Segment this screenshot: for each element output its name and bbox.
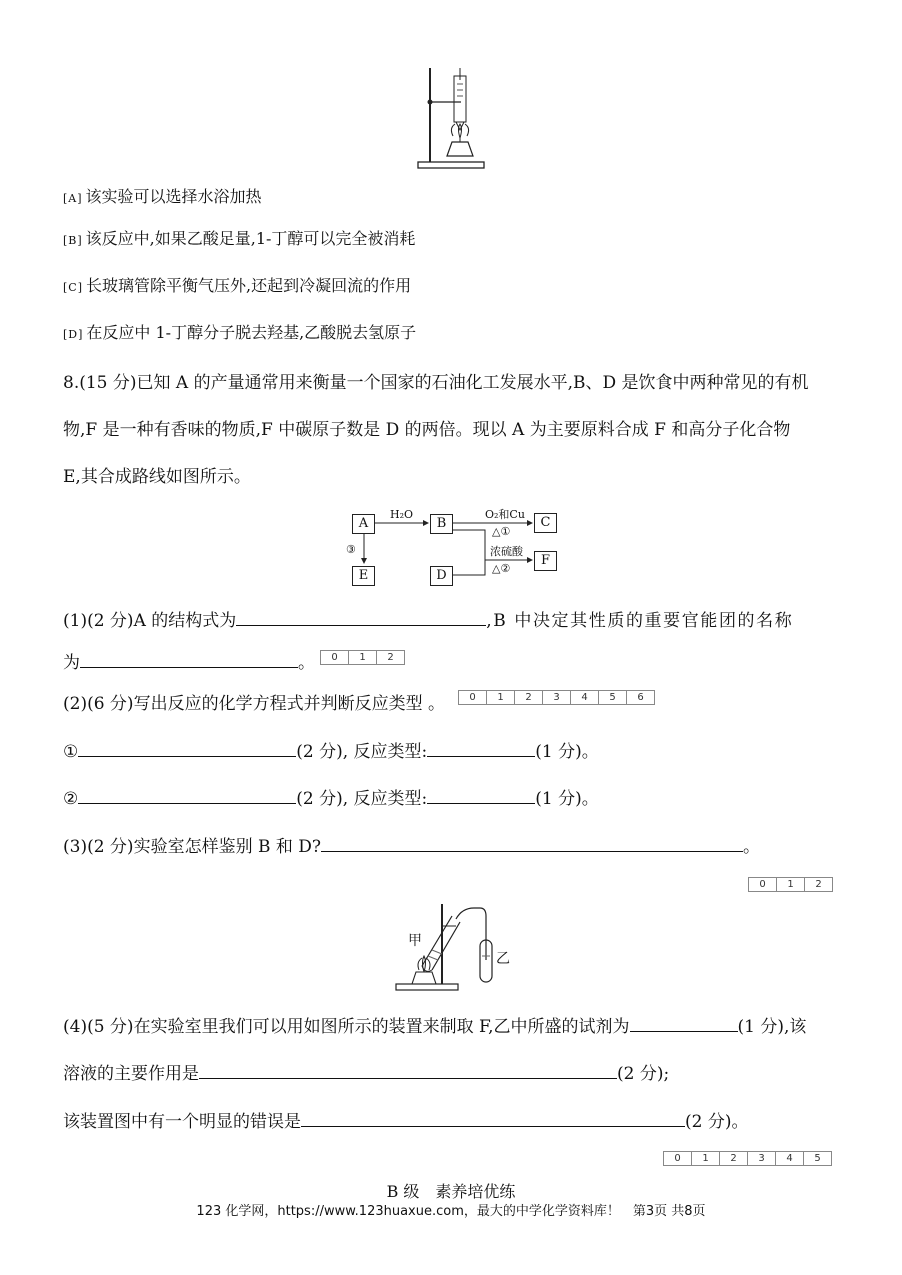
label-cond-2: △② — [492, 562, 511, 575]
score-cell[interactable]: 6 — [627, 691, 655, 704]
label-acid: 浓硫酸 — [490, 545, 523, 558]
q8-line-2: 物,F 是一种有香味的物质,F 中碳原子数是 D 的两倍。现以 A 为主要原料合成 F 和高分子化合物 — [63, 420, 791, 440]
option-d: [D] 在反应中 1-丁醇分子脱去羟基,乙酸脱去氢原子 — [63, 323, 417, 342]
synthesis-route-diagram — [340, 505, 570, 590]
score-cell[interactable]: 0 — [664, 1152, 692, 1165]
q8-line-3: E,其合成路线如图所示。 — [63, 467, 251, 487]
reaction-2-line: ② (2 分), 反应类型: (1 分)。 — [63, 789, 599, 809]
score-cell[interactable]: 0 — [321, 651, 349, 664]
node-c: C — [534, 513, 557, 533]
label-o2-cu: O₂和Cu — [485, 508, 525, 521]
answer-blank-a-structure[interactable] — [236, 611, 486, 626]
score-cell[interactable]: 4 — [776, 1152, 804, 1165]
answer-blank-b-group[interactable] — [80, 653, 298, 668]
node-d: D — [430, 566, 453, 586]
score-cell[interactable]: 3 — [748, 1152, 776, 1165]
score-cell[interactable]: 5 — [599, 691, 627, 704]
score-box-part-1[interactable] — [320, 650, 405, 665]
score-cell[interactable]: 0 — [749, 878, 777, 891]
part-1-line-2: 为 。 — [63, 653, 315, 673]
score-box-part-4[interactable] — [663, 1151, 832, 1166]
label-yi: 乙 — [496, 951, 510, 967]
score-cell[interactable]: 4 — [571, 691, 599, 704]
answer-blank-identify[interactable] — [321, 837, 743, 852]
score-cell[interactable]: 1 — [349, 651, 377, 664]
label-h2o: H₂O — [390, 508, 414, 521]
answer-blank-type-1[interactable] — [427, 742, 535, 757]
part-4-line-2: 溶液的主要作用是 (2 分); — [63, 1064, 670, 1084]
score-cell[interactable]: 1 — [777, 878, 805, 891]
score-cell[interactable]: 2 — [720, 1152, 748, 1165]
score-cell[interactable]: 2 — [805, 878, 833, 891]
answer-blank-equation-2[interactable] — [78, 789, 296, 804]
label-step-3: ③ — [346, 543, 356, 556]
q8-line-1: 8.(15 分)已知 A 的产量通常用来衡量一个国家的石油化工发展水平,B、D 是饮食中两种常见的有机 — [63, 373, 809, 393]
page-footer: 123 化学网，https://www.123huaxue.com，最大的中学化学资料库！ 第3页 共8页 — [196, 1204, 706, 1219]
ester-apparatus-figure — [392, 900, 516, 994]
part-4-line-3: 该装置图中有一个明显的错误是 (2 分)。 — [63, 1112, 749, 1132]
score-cell[interactable]: 3 — [543, 691, 571, 704]
answer-blank-error[interactable] — [301, 1112, 685, 1127]
part-3-line: (3)(2 分)实验室怎样鉴别 B 和 D? 。 — [63, 837, 761, 857]
part-4-line-1: (4)(5 分)在实验室里我们可以用如图所示的装置来制取 F,乙中所盛的试剂为 (1 分),该 — [63, 1017, 807, 1037]
answer-blank-reagent[interactable] — [630, 1017, 738, 1032]
node-f: F — [534, 551, 557, 571]
score-box-part-2[interactable] — [458, 690, 655, 705]
score-cell[interactable]: 0 — [459, 691, 487, 704]
score-cell[interactable]: 2 — [515, 691, 543, 704]
section-heading: B 级 素养培优练 — [386, 1182, 516, 1201]
score-cell[interactable]: 2 — [377, 651, 405, 664]
option-a: [A] 该实验可以选择水浴加热 — [63, 187, 262, 206]
answer-blank-equation-1[interactable] — [78, 742, 296, 757]
score-cell[interactable]: 1 — [692, 1152, 720, 1165]
answer-blank-purpose[interactable] — [199, 1064, 617, 1079]
node-e: E — [352, 566, 375, 586]
score-box-part-3[interactable] — [748, 877, 833, 892]
reflux-apparatus-figure — [415, 66, 487, 170]
score-cell[interactable]: 1 — [487, 691, 515, 704]
reaction-1-line: ① (2 分), 反应类型: (1 分)。 — [63, 742, 599, 762]
label-jia: 甲 — [408, 933, 422, 949]
node-a: A — [352, 514, 375, 534]
node-b: B — [430, 514, 453, 534]
label-cond-1: △① — [492, 525, 511, 538]
part-1-line-1: (1)(2 分)A 的结构式为 ,B 中决定其性质的重要官能团的名称 — [63, 611, 794, 631]
score-cell[interactable]: 5 — [804, 1152, 832, 1165]
part-2-line: (2)(6 分)写出反应的化学方程式并判断反应类型 。 — [63, 694, 445, 714]
answer-blank-type-2[interactable] — [427, 789, 535, 804]
option-c: [C] 长玻璃管除平衡气压外,还起到冷凝回流的作用 — [63, 276, 412, 295]
option-b: [B] 该反应中,如果乙酸足量,1-丁醇可以完全被消耗 — [63, 229, 416, 248]
